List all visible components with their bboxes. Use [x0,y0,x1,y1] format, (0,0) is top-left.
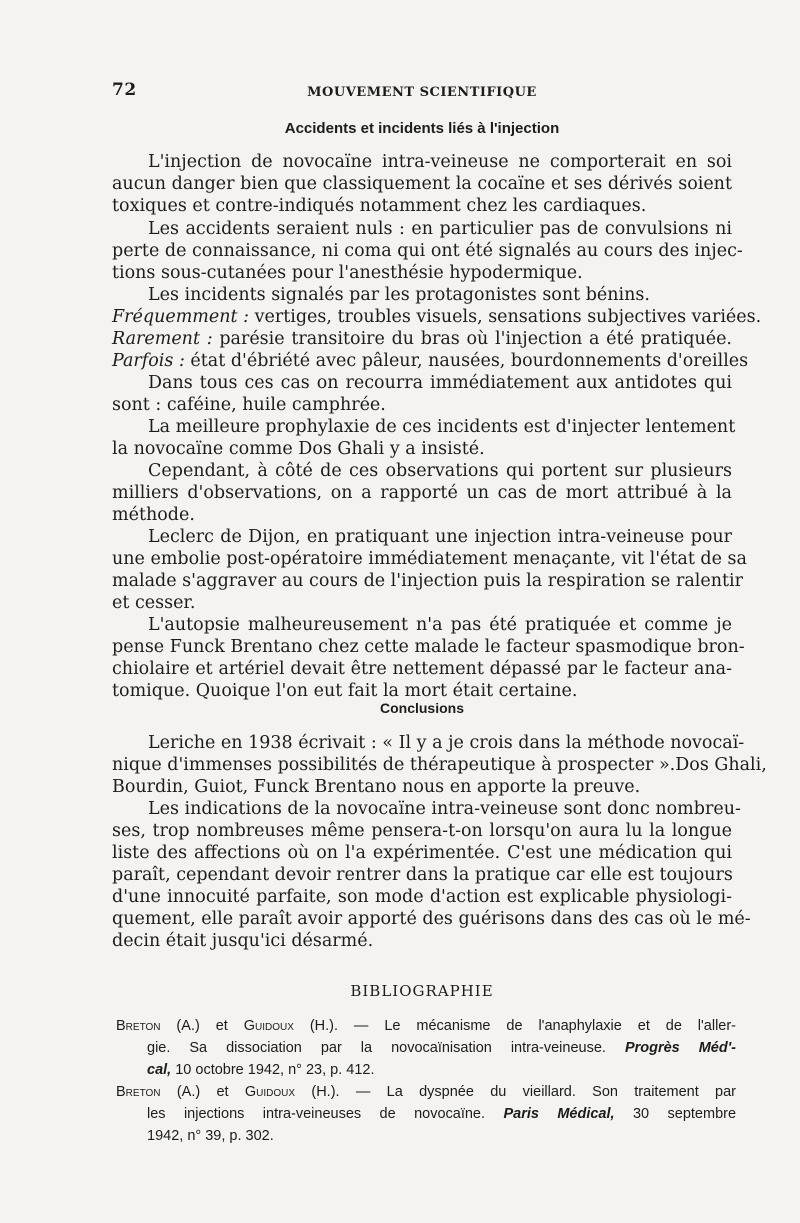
text-line: méthode. [112,505,195,525]
journal-title: Progrès Méd'- [624,1040,737,1056]
text-line: Les incidents signalés par les protagonistes sont bénins. [148,285,650,305]
text-line: Leriche en 1938 écrivait : « Il y a je crois dans la méthode novocaï- [148,733,745,753]
page-number: 72 [112,80,137,100]
bibliography-title: BIBLIOGRAPHIE [350,982,494,1000]
text-line: paraît, cependant devoir rentrer dans la pratique car elle est toujours [112,865,733,885]
text-line: chiolaire et artériel devait être nettement dépassé par le facteur ana- [112,659,732,679]
label-frequemment: Fréquemment : [112,307,250,327]
text-line: Les accidents seraient nuls : en particulier pas de convulsions ni [148,219,732,239]
text-line: Bourdin, Guiot, Funck Brentano nous en apporte la preuve. [112,777,641,797]
text-line: d'une innocuité parfaite, son mode d'action est explicable physiologi- [112,887,732,907]
text-line: ses, trop nombreuses même pensera-t-on lorsqu'on aura lu la longue [112,821,732,841]
text-line: tomique. Quoique l'on eut fait la mort était certaine. [112,681,578,701]
text-line: Cependant, à côté de ces observations qui portent sur plusieurs [148,461,732,481]
text-line: toxiques et contre-indiqués notamment chez les cardiaques. [112,196,647,216]
text-line-frequemment: Fréquemment : vertiges, troubles visuels, sensations subjectives variées. [112,307,762,327]
running-title: MOUVEMENT SCIENTIFIQUE [307,85,537,100]
label-rarement: Rarement : [112,329,213,349]
text-line: L'injection de novocaïne intra-veineuse ne comporterait en soi [148,152,732,172]
text-line: la novocaïne comme Dos Ghali y a insisté. [112,439,485,459]
page-header [112,80,732,104]
bibliography-entry-cont: cal, 10 octobre 1942, n° 23, p. 412. [147,1062,375,1078]
label-parfois: Parfois : [112,351,185,371]
text-line: pense Funck Brentano chez cette malade le facteur spasmodique bron- [112,637,745,657]
bibliography-entry-cont: 1942, n° 39, p. 302. [147,1128,274,1144]
text-line: La meilleure prophylaxie de ces incidents est d'injecter lentement [148,417,736,437]
text-line: milliers d'observations, on a rapporté un cas de mort attribué à la [112,483,732,503]
text-line: liste des affections où on l'a expérimentée. C'est une médication qui [112,843,732,863]
text-line: quement, elle paraît avoir apporté des guérisons dans des cas où le mé- [112,909,751,929]
text-line: une embolie post-opératoire immédiatement menaçante, vit l'état de sa [112,549,747,569]
section-title-conclusions: Conclusions [379,700,464,716]
text-line-rarement: Rarement : parésie transitoire du bras où l'injection a été pratiquée. [112,329,732,349]
text-line: perte de connaissance, ni coma qui ont été signalés au cours des injec- [112,241,743,261]
text-line: malade s'aggraver au cours de l'injection puis la respiration se ralentir [112,571,743,591]
bibliography-entry-cont: les injections intra-veineuses de novocaïne. Paris Médical, 30 septembre [147,1106,737,1122]
text-line: decin était jusqu'ici désarmé. [112,931,374,951]
bibliography-entry-cont: gie. Sa dissociation par la novocaïnisation intra-veineuse. Progrès Méd'- [147,1040,737,1056]
text-line: aucun danger bien que classiquement la cocaïne et ses dérivés soient [112,174,732,194]
journal-title: Paris Médical, [503,1106,615,1122]
bibliography-entry: Breton (A.) et Guidoux (H.). — La dyspnée du vieillard. Son traitement par [116,1084,737,1100]
text-line-parfois: Parfois : état d'ébriété avec pâleur, nausées, bourdonnements d'oreilles [112,351,749,371]
text-line: Dans tous ces cas on recourra immédiatement aux antidotes qui [148,373,732,393]
bibliography-entry: Breton (A.) et Guidoux (H.). — Le mécanisme de l'anaphylaxie et de l'aller- [116,1018,737,1034]
text-line: tions sous-cutanées pour l'anesthésie hypodermique. [112,263,583,283]
text-line: Les indications de la novocaïne intra-veineuse sont donc nombreu- [148,799,741,819]
text-line: L'autopsie malheureusement n'a pas été pratiquée et comme je [148,615,732,635]
text-line: sont : caféine, huile camphrée. [112,395,386,415]
text-line: nique d'immenses possibilités de thérapeutique à prospecter ».Dos Ghali, [112,755,767,775]
section-title-accidents: Accidents et incidents liés à l'injection [284,120,560,137]
journal-title: cal, [147,1062,172,1078]
text-line: Leclerc de Dijon, en pratiquant une injection intra-veineuse pour [148,527,732,547]
text-line: et cesser. [112,593,196,613]
